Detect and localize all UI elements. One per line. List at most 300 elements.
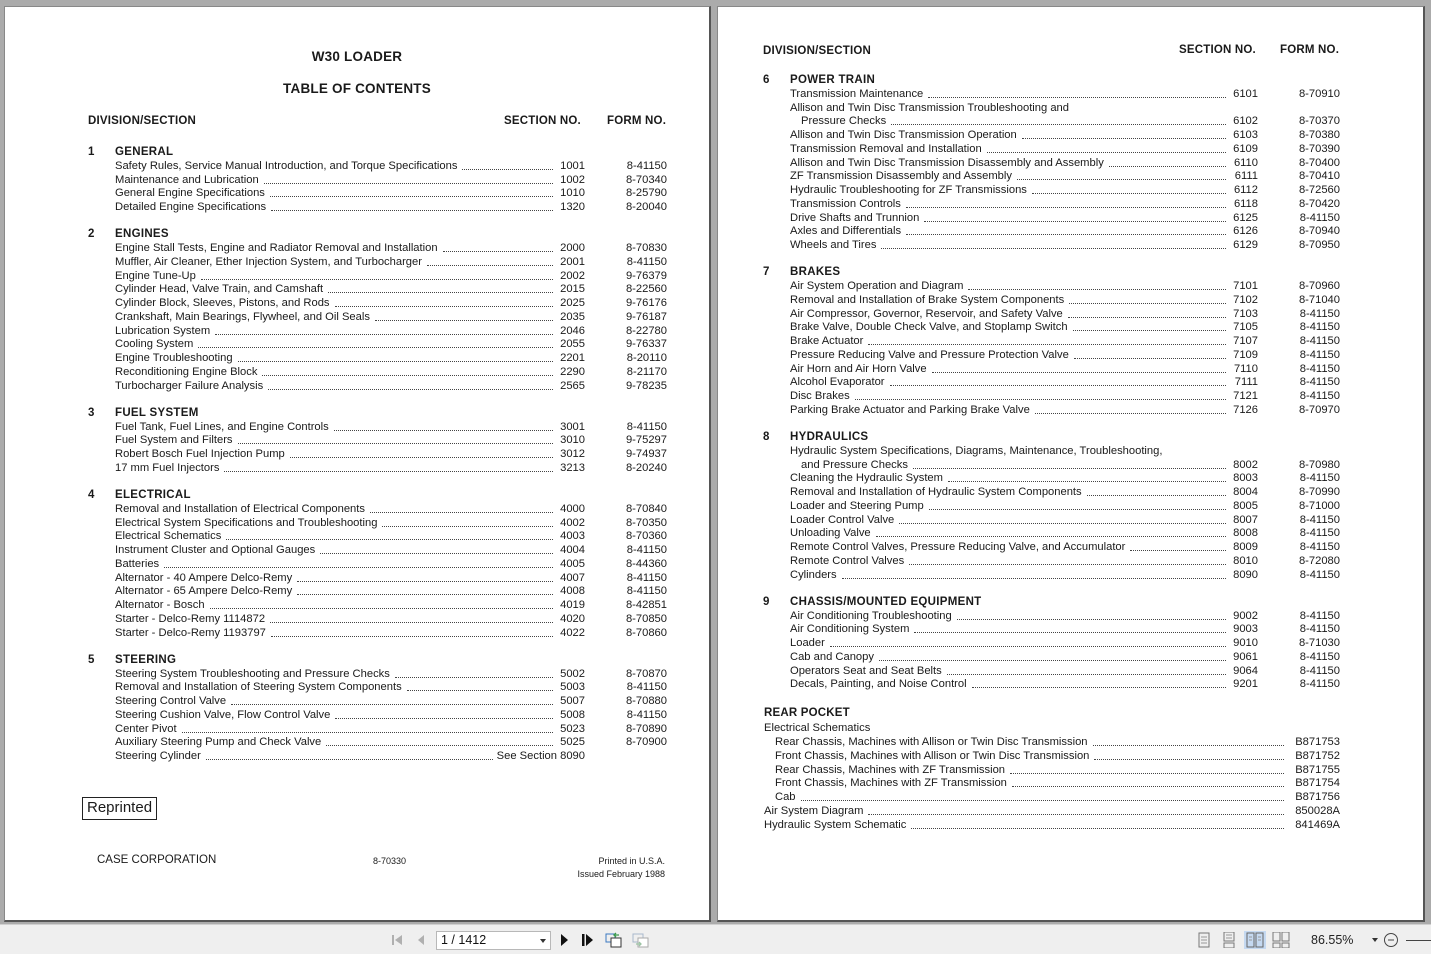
toc-entry[interactable] [790, 609, 1340, 623]
toc-entry[interactable] [790, 403, 1340, 417]
entry-title: Brake Valve, Double Check Valve, and Stoplamp Switch [790, 321, 1068, 334]
form-number: 8-71040 [1298, 293, 1340, 306]
toc-entry[interactable] [115, 626, 667, 640]
dot-leader [972, 687, 1226, 688]
rear-pocket-entry[interactable] [764, 818, 1340, 832]
section-number: 2015 [560, 283, 585, 296]
division-title: ELECTRICAL [115, 489, 191, 501]
dot-leader [1022, 138, 1226, 139]
section-number: 6112 [1233, 184, 1258, 196]
entry-title: Front Chassis, Machines with ZF Transmission [775, 777, 1007, 790]
form-number: 8-70400 [1298, 156, 1340, 169]
continuous-view-icon[interactable] [1218, 931, 1240, 949]
header-form-no: FORM NO. [1280, 44, 1340, 56]
entry-title: Brake Actuator [790, 335, 864, 347]
toc-entry[interactable] [115, 447, 667, 461]
dot-leader [928, 97, 1226, 98]
form-number: 8-21170 [626, 365, 667, 378]
reprinted-stamp: Reprinted [82, 797, 157, 820]
form-number: 8-70410 [1298, 170, 1340, 183]
dot-leader [914, 632, 1226, 633]
dot-leader [271, 636, 553, 637]
form-number: 9-76337 [625, 338, 667, 351]
form-number: 8-70370 [1298, 115, 1340, 128]
dot-leader [297, 581, 553, 582]
toc-entry[interactable] [115, 324, 667, 338]
section-number: 8090 [1233, 568, 1258, 581]
entry-title: Steering System Troubleshooting and Pressure Checks [115, 667, 390, 680]
dot-leader [1012, 786, 1284, 787]
next-page-icon[interactable] [555, 932, 573, 948]
rear-pocket-entry[interactable] [764, 804, 1340, 818]
dot-leader [855, 399, 1226, 400]
toc-entry[interactable] [115, 310, 667, 324]
first-page-icon[interactable] [388, 932, 406, 948]
section-number: 9002 [1233, 609, 1258, 622]
dot-leader [906, 207, 1226, 208]
form-number: 8-41150 [1299, 609, 1340, 622]
toc-entry[interactable] [115, 420, 667, 434]
section-number: 1010 [560, 187, 585, 200]
section-number: 4005 [560, 557, 585, 570]
dot-leader [891, 124, 1226, 125]
toc-entry[interactable] [115, 269, 667, 283]
entry-title: Fuel Tank, Fuel Lines, and Engine Controls [115, 420, 329, 433]
entry-title: Unloading Valve [790, 527, 871, 540]
entry-title: Parking Brake Actuator and Parking Brake Valve [790, 403, 1030, 416]
page-number-input[interactable] [436, 931, 551, 950]
toc-entry[interactable] [115, 502, 667, 516]
entry-title: General Engine Specifications [115, 187, 265, 200]
toc-entry[interactable] [790, 458, 1340, 472]
dot-leader [1073, 330, 1226, 331]
section-number: 1001 [560, 159, 585, 172]
entry-title: Maintenance and Lubrication [115, 173, 259, 186]
toc-entry[interactable] [790, 114, 1340, 128]
form-number: 8-41150 [626, 708, 667, 721]
dot-leader [198, 347, 553, 348]
dot-leader [899, 523, 1226, 524]
toc-entry[interactable] [115, 337, 667, 351]
toc-entry[interactable] [115, 735, 667, 749]
division-title: POWER TRAIN [790, 74, 876, 86]
entry-title: Removal and Installation of Electrical Components [115, 502, 365, 515]
dot-leader [890, 385, 1226, 386]
section-number: 6129 [1233, 239, 1258, 251]
dot-leader [328, 292, 553, 293]
dot-leader [924, 221, 1226, 222]
section-number: 7121 [1233, 390, 1258, 402]
toc-entry[interactable] [790, 471, 1340, 485]
entry-title: Safety Rules, Service Manual Introduction, and Torque Specifications [115, 159, 458, 172]
toc-entry[interactable] [790, 348, 1340, 362]
rear-pocket-entry[interactable] [775, 735, 1340, 749]
form-number: 8-41150 [1299, 362, 1340, 375]
dot-leader [462, 169, 553, 170]
division-title: STEERING [115, 653, 177, 666]
page-indicator: 1 / 1412 [441, 933, 487, 947]
toc-entry[interactable] [790, 485, 1340, 499]
toc-entry[interactable] [115, 433, 667, 447]
dot-leader [226, 539, 553, 540]
dot-leader [868, 814, 1284, 815]
toc-entry[interactable] [115, 543, 667, 557]
toc-entry[interactable] [115, 173, 667, 187]
dot-leader [262, 375, 553, 376]
division-title: BRAKES [790, 266, 841, 279]
form-number: 8-70980 [1298, 458, 1340, 471]
entry-title: Auxiliary Steering Pump and Check Valve [115, 736, 322, 749]
entry-title: Transmission Controls [790, 197, 901, 210]
form-number: 8-41150 [1299, 321, 1340, 334]
dot-leader [182, 732, 553, 733]
previous-page-icon[interactable] [412, 932, 430, 948]
toc-entry[interactable] [790, 568, 1340, 582]
entry-title: Cooling System [115, 338, 194, 351]
rear-pocket-entry[interactable] [775, 776, 1340, 790]
division-number: 9 [763, 595, 770, 608]
entry-title: Fuel System and Filters [115, 434, 233, 447]
section-number: 5008 [560, 708, 585, 721]
entry-title: Transmission Removal and Installation [790, 142, 982, 155]
toc-entry[interactable] [790, 320, 1340, 334]
form-number: 8-70840 [625, 502, 667, 515]
division-number: 7 [763, 266, 770, 279]
division-title: ENGINES [115, 228, 169, 241]
toc-entry[interactable] [790, 650, 1340, 664]
entry-title: ZF Transmission Disassembly and Assembly [790, 170, 1012, 183]
dot-leader [879, 660, 1226, 661]
toc-entry[interactable] [115, 612, 667, 626]
entry-title: Wheels and Tires [790, 239, 877, 251]
entry-title: Engine Tune-Up [115, 269, 196, 282]
entry-title: Air Conditioning System [790, 623, 910, 636]
entry-title: Front Chassis, Machines with Allison or Twin Disc Transmission [775, 749, 1090, 762]
toc-entry[interactable] [115, 529, 667, 543]
toc-entry[interactable] [790, 211, 1340, 225]
entry-title: Drive Shafts and Trunnion [790, 211, 920, 224]
toc-entry[interactable] [115, 571, 667, 585]
form-number: 8-70860 [625, 626, 667, 639]
toc-entry[interactable] [115, 255, 667, 269]
zoom-level[interactable]: 86.55% [1311, 933, 1354, 947]
entry-title: Remote Control Valves, Pressure Reducing Valve, and Accumulator [790, 541, 1126, 553]
toc-entry[interactable] [790, 307, 1340, 321]
toc-entry[interactable] [790, 142, 1340, 156]
dot-leader [268, 389, 553, 390]
toc-entry[interactable] [115, 667, 667, 681]
section-number: See Section 8090 [496, 750, 585, 762]
section-number: 1320 [560, 201, 585, 213]
toc-entry[interactable] [790, 197, 1340, 211]
toc-entry[interactable] [115, 241, 667, 255]
dot-leader [238, 443, 553, 444]
entry-title: Axles and Differentials [790, 225, 902, 238]
entry-title: Starter - Delco-Remy 1193797 [115, 626, 266, 639]
toc-entry[interactable] [115, 461, 667, 475]
continuous-facing-view-icon[interactable] [1270, 931, 1292, 949]
previous-view-icon[interactable] [605, 932, 623, 948]
dot-leader [948, 481, 1226, 482]
toc-entry[interactable] [115, 722, 667, 736]
division-title: FUEL SYSTEM [115, 406, 199, 419]
toc-entry[interactable] [115, 296, 667, 310]
dot-leader [201, 279, 553, 280]
toc-entry[interactable] [115, 186, 667, 200]
dot-leader [231, 704, 553, 705]
toc-entry[interactable] [790, 554, 1340, 568]
toc-entry[interactable] [790, 224, 1340, 238]
toc-entry[interactable] [115, 365, 667, 379]
toc-entry[interactable] [790, 389, 1340, 403]
section-number: 4022 [560, 626, 585, 639]
dot-leader [210, 608, 553, 609]
entry-title: Electrical Schematics [115, 530, 222, 543]
toc-entry[interactable] [790, 622, 1340, 636]
form-number: 850028A [1295, 804, 1340, 817]
entry-title-line: Allison and Twin Disc Transmission Troubleshooting and [790, 101, 1070, 114]
form-number: 8-70950 [1298, 239, 1340, 251]
dot-leader [1087, 495, 1226, 496]
toc-entry[interactable] [790, 169, 1340, 183]
toc-entry[interactable] [115, 708, 667, 722]
toc-entry[interactable] [115, 680, 667, 694]
header-division: DIVISION/SECTION [88, 115, 196, 127]
header-section-no: SECTION NO. [1179, 44, 1256, 56]
section-number: 2025 [560, 297, 585, 309]
toc-entry[interactable] [115, 598, 667, 612]
section-number: 7110 [1233, 362, 1258, 375]
section-number: 4020 [560, 612, 585, 625]
entry-title: Decals, Painting, and Noise Control [790, 678, 967, 691]
dot-leader [320, 553, 553, 554]
dot-leader [876, 536, 1226, 537]
form-number: 8-70850 [625, 612, 667, 625]
page-left [4, 6, 711, 922]
toc-entry[interactable] [115, 159, 667, 173]
toc-entry[interactable] [790, 375, 1340, 389]
toc-entry[interactable] [790, 279, 1340, 293]
section-number: 7103 [1233, 307, 1258, 320]
form-number: B871753 [1295, 736, 1340, 748]
entry-title: Operators Seat and Seat Belts [790, 664, 942, 677]
division-number: 8 [763, 431, 770, 443]
section-number: 2290 [560, 365, 585, 378]
section-number: 4007 [560, 571, 585, 584]
page-dropdown-icon[interactable] [540, 939, 546, 943]
zoom-out-icon[interactable] [1382, 932, 1400, 948]
toc-entry[interactable] [115, 516, 667, 530]
form-number: 8-70970 [1298, 403, 1340, 416]
section-number: 6111 [1234, 170, 1258, 183]
toc-entry[interactable] [790, 238, 1340, 252]
toc-entry[interactable] [115, 200, 667, 214]
toc-entry[interactable] [790, 293, 1340, 307]
entry-title: Steering Cushion Valve, Flow Control Valve [115, 708, 331, 721]
form-number: 8-41150 [1299, 541, 1340, 553]
rear-pocket-entry[interactable] [775, 763, 1340, 777]
dot-leader [427, 265, 553, 266]
section-number: 1002 [560, 173, 585, 186]
toc-entry[interactable] [790, 540, 1340, 554]
document-subtitle: TABLE OF CONTENTS [283, 81, 431, 96]
section-number: 5025 [560, 736, 585, 749]
dot-leader [395, 677, 553, 678]
form-number: 8-41150 [1299, 568, 1340, 581]
division-number: 4 [88, 489, 95, 501]
page-right [717, 6, 1425, 922]
toc-entry[interactable] [115, 557, 667, 571]
entry-title: Cylinders [790, 568, 837, 581]
form-number: 8-41150 [626, 681, 667, 694]
viewer-toolbar [0, 924, 1431, 954]
form-number: 8-20240 [625, 461, 667, 474]
entry-title: Air System Operation and Diagram [790, 280, 964, 292]
section-number: 8010 [1233, 554, 1258, 567]
rear-pocket-entry[interactable] [775, 749, 1340, 763]
last-page-icon[interactable] [579, 932, 597, 948]
entry-title: Air System Diagram [764, 804, 864, 817]
toc-entry[interactable] [790, 664, 1340, 678]
zoom-dropdown-icon[interactable] [1370, 932, 1380, 948]
dot-leader [1035, 413, 1226, 414]
section-number: 9010 [1233, 637, 1258, 649]
section-number: 8005 [1233, 499, 1258, 512]
form-number: 8-41150 [1299, 335, 1340, 347]
form-number: 8-20110 [626, 352, 667, 364]
entry-title: Engine Stall Tests, Engine and Radiator Removal and Installation [115, 242, 438, 254]
form-number: 9-76187 [625, 310, 667, 323]
entry-title: Cylinder Head, Valve Train, and Camshaft [115, 283, 324, 296]
section-number: 6118 [1233, 197, 1258, 210]
entry-title: Crankshaft, Main Bearings, Flywheel, and Oil Seals [115, 310, 370, 323]
entry-title: Allison and Twin Disc Transmission Operation [790, 129, 1017, 141]
toc-entry[interactable] [790, 513, 1340, 527]
form-number: 9-78235 [625, 379, 667, 392]
section-number: 6125 [1233, 211, 1258, 224]
division-title: CHASSIS/MOUNTED EQUIPMENT [790, 595, 982, 608]
entry-title: Muffler, Air Cleaner, Ether Injection System, and Turbocharger [115, 255, 422, 268]
section-number: 8004 [1233, 486, 1258, 498]
section-number: 6103 [1233, 129, 1258, 141]
entry-title: Pressure Checks [801, 115, 887, 128]
toc-entry[interactable] [790, 526, 1340, 540]
section-number: 5007 [560, 695, 585, 707]
division-title: HYDRAULICS [790, 431, 869, 443]
toc-entry[interactable] [115, 379, 667, 393]
next-view-icon[interactable] [632, 932, 650, 948]
dot-leader [1074, 358, 1226, 359]
toc-entry[interactable] [790, 362, 1340, 376]
form-number: 8-70910 [1298, 87, 1340, 100]
entry-title: Alternator - 65 Ampere Delco-Remy [115, 585, 293, 598]
entry-title: Air Conditioning Troubleshooting [790, 609, 952, 622]
section-number: 4004 [560, 544, 585, 556]
section-number: 6102 [1233, 115, 1258, 128]
dot-leader [270, 622, 553, 623]
section-number: 8008 [1233, 527, 1258, 540]
toc-entry[interactable] [790, 499, 1340, 513]
section-number: 4002 [560, 516, 585, 529]
section-number: 3010 [560, 434, 585, 447]
entry-title: Engine Troubleshooting [115, 352, 233, 364]
toc-entry[interactable] [115, 694, 667, 708]
form-number: 8-70940 [1298, 225, 1340, 238]
dot-leader [164, 567, 553, 568]
entry-title: Reconditioning Engine Block [115, 365, 258, 378]
entry-title-line: Hydraulic System Specifications, Diagrams, Maintenance, Troubleshooting, [790, 444, 1163, 457]
entry-title: Detailed Engine Specifications [115, 201, 267, 213]
toc-entry[interactable] [790, 334, 1340, 348]
form-number: 841469A [1295, 818, 1340, 831]
toc-entry[interactable] [115, 584, 667, 598]
toc-entry[interactable] [790, 156, 1340, 170]
form-number: 8-70380 [1298, 129, 1340, 141]
toc-entry[interactable] [790, 636, 1340, 650]
dot-leader [1109, 166, 1226, 167]
form-number: 8-70870 [625, 667, 667, 680]
form-number: 8-41150 [1299, 664, 1340, 677]
form-number: 8-70420 [1298, 197, 1340, 210]
toc-entry[interactable] [790, 128, 1340, 142]
section-number: 7107 [1233, 335, 1258, 347]
dot-leader [326, 745, 553, 746]
rear-pocket-entry[interactable] [775, 790, 1340, 804]
toc-entry[interactable] [790, 183, 1340, 197]
section-number: 4003 [560, 530, 585, 543]
entry-title: Air Compressor, Governor, Reservoir, and Safety Valve [790, 307, 1063, 320]
dot-leader [206, 759, 493, 760]
dot-leader [1130, 550, 1226, 551]
entry-title: Center Pivot [115, 722, 177, 735]
form-number: 9-76379 [625, 269, 667, 282]
section-number: 3001 [560, 420, 585, 433]
toc-entry[interactable] [790, 677, 1340, 691]
facing-view-icon[interactable] [1244, 931, 1266, 949]
rear-pocket-title: REAR POCKET [764, 707, 850, 719]
toc-entry[interactable] [115, 351, 667, 365]
form-number: 8-70390 [1298, 142, 1340, 155]
toc-entry[interactable] [115, 749, 667, 763]
form-number: 8-41150 [626, 544, 667, 556]
dot-leader [957, 619, 1226, 620]
form-number: 8-41150 [1299, 650, 1340, 663]
form-number: 8-70880 [625, 695, 667, 707]
footer-issued: Issued February 1988 [577, 869, 665, 879]
section-number: 7102 [1233, 293, 1258, 306]
section-number: 2001 [560, 255, 585, 268]
entry-title: 17 mm Fuel Injectors [115, 461, 220, 474]
zoom-slider[interactable] [1406, 940, 1431, 941]
form-number: 8-42851 [625, 599, 667, 611]
form-number: 8-72560 [1298, 184, 1340, 196]
section-number: 4000 [560, 502, 585, 515]
form-number: 8-70900 [625, 736, 667, 749]
entry-title: Loader Control Valve [790, 513, 895, 526]
toc-entry[interactable] [115, 282, 667, 296]
dot-leader [1068, 317, 1226, 318]
entry-title: Electrical System Specifications and Troubleshooting [115, 516, 378, 529]
form-number: 8-22780 [625, 324, 667, 337]
form-number: 8-70960 [1298, 280, 1340, 292]
form-number: 8-41150 [626, 585, 667, 598]
single-page-view-icon[interactable] [1193, 931, 1215, 949]
toc-entry[interactable] [790, 87, 1340, 101]
form-number: B871755 [1295, 763, 1340, 776]
dot-leader [290, 457, 553, 458]
section-number: 7105 [1233, 321, 1258, 334]
dot-leader [407, 690, 553, 691]
